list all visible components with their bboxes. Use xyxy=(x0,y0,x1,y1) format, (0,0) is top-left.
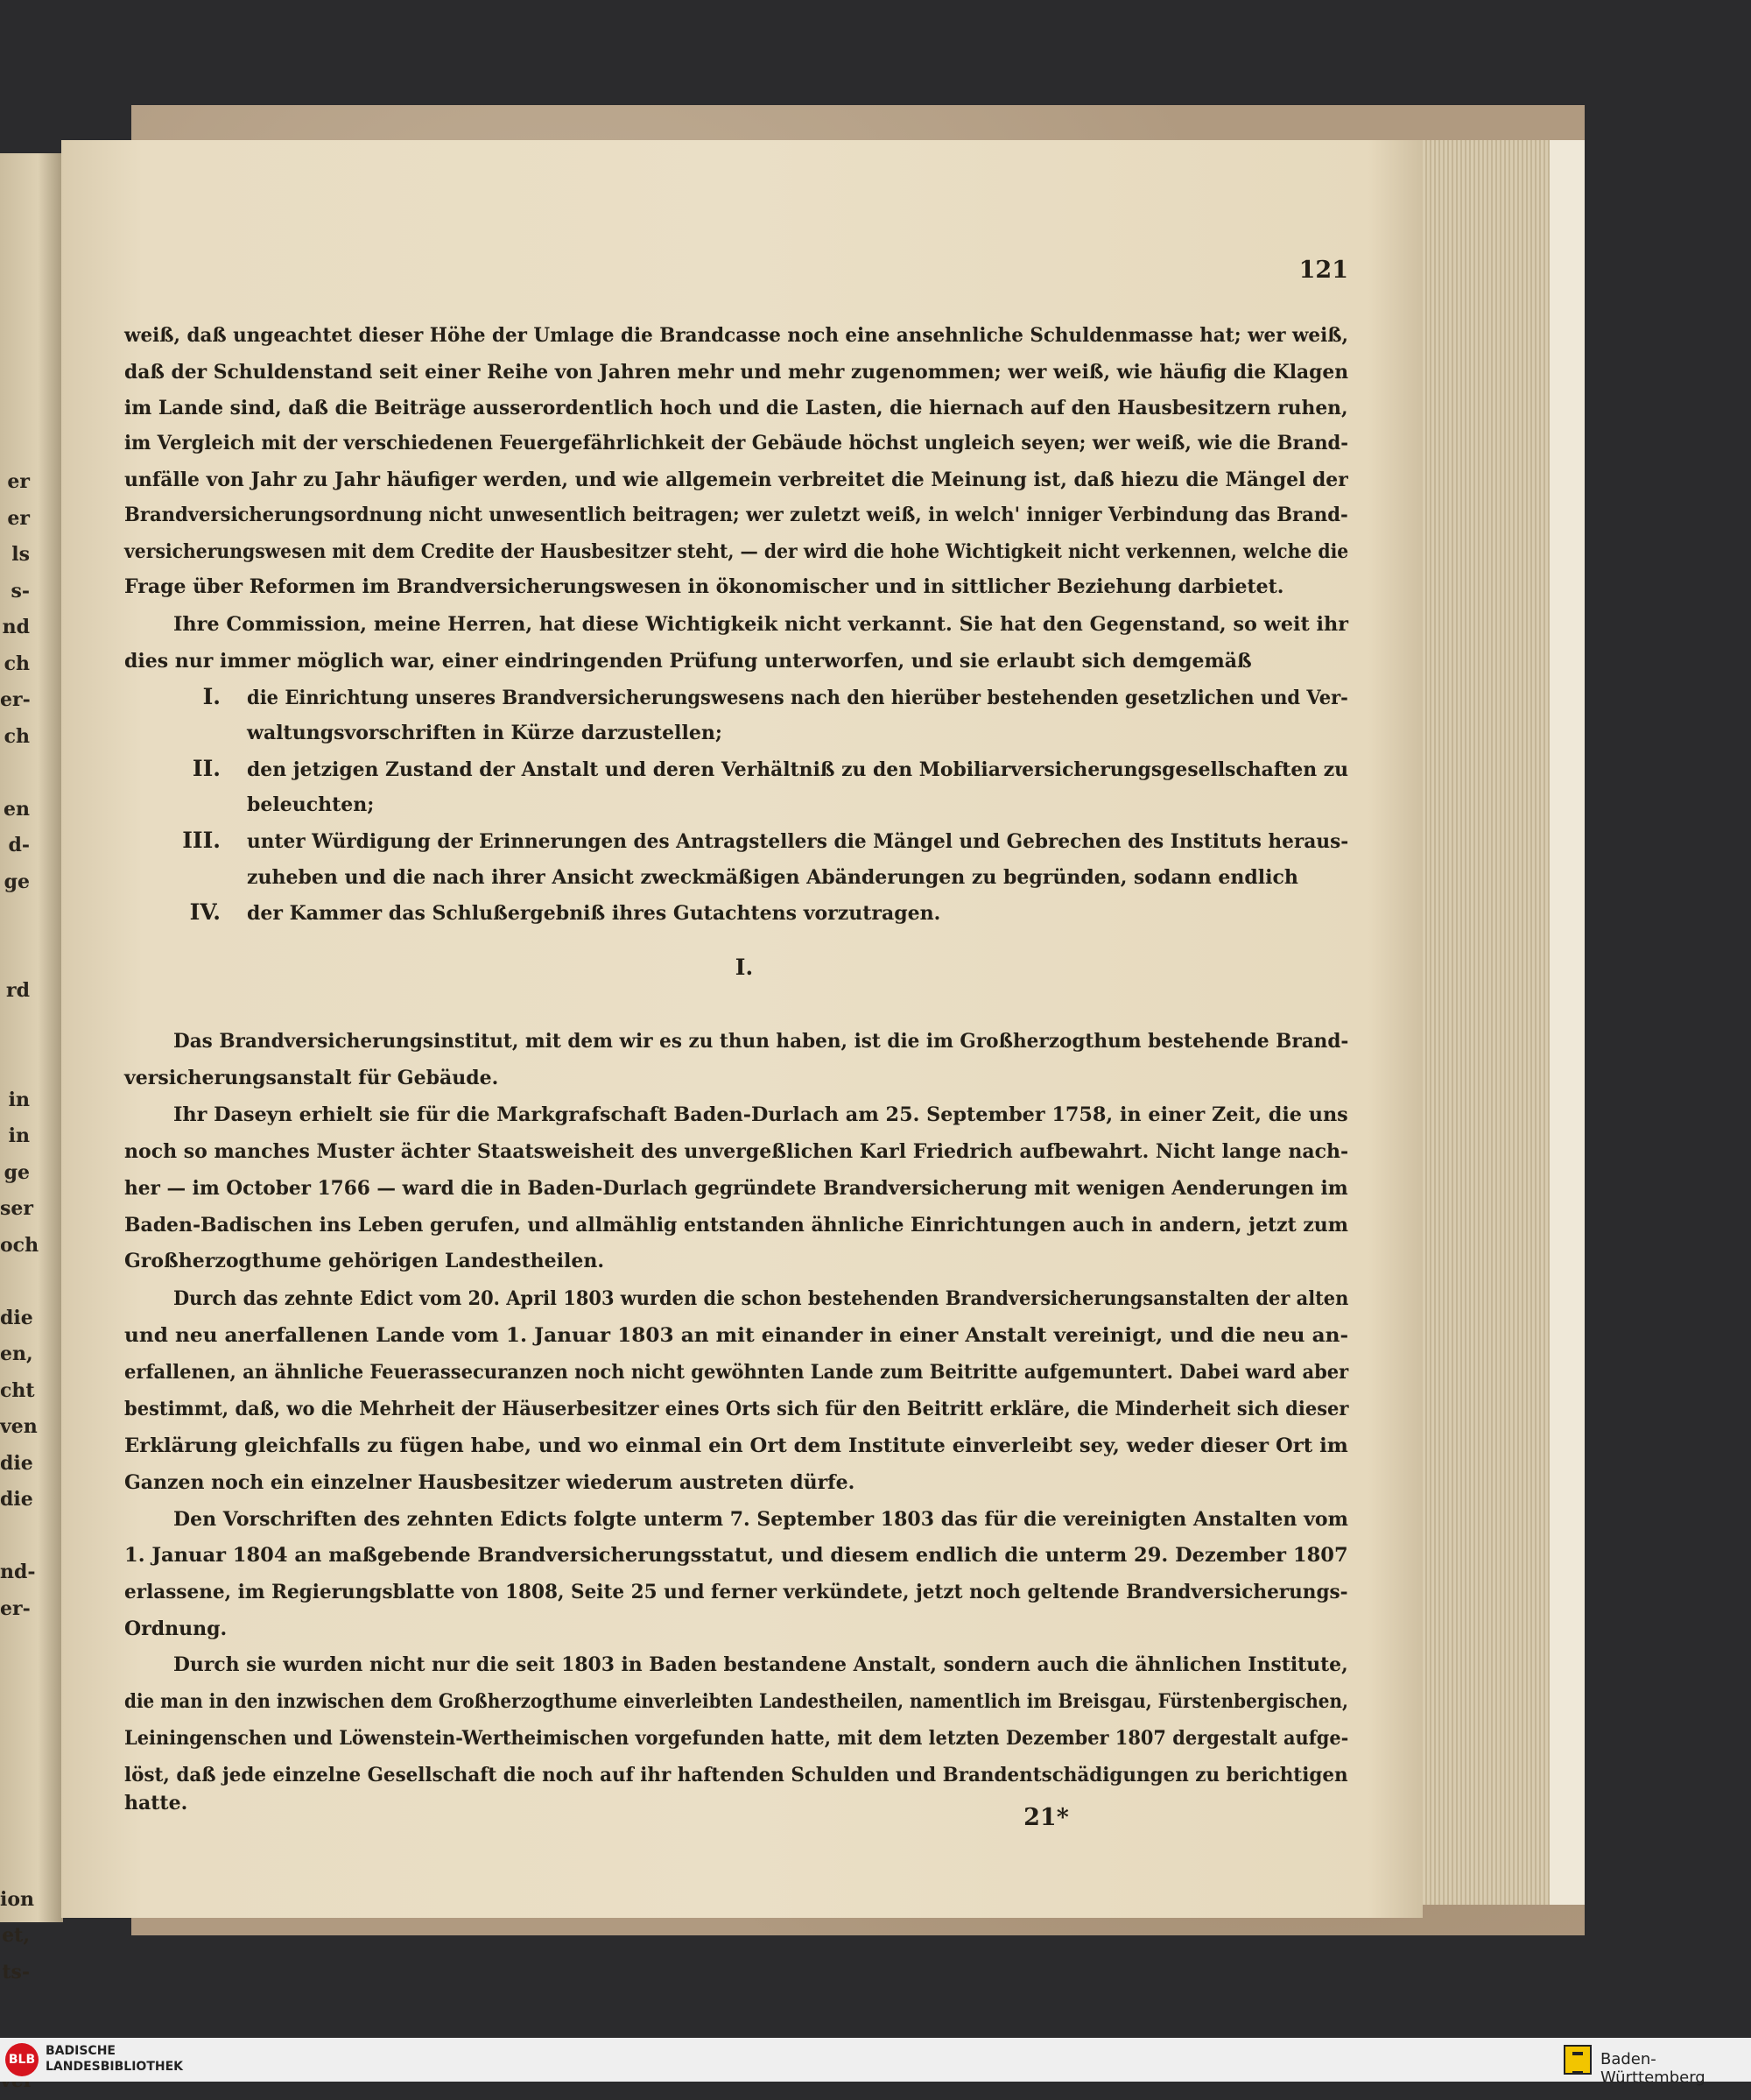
left-margin-fragment xyxy=(0,1845,30,1882)
left-margin-fragment: nd xyxy=(2,616,30,638)
left-margin-fragment: er xyxy=(7,506,30,530)
left-margin-fragment: s- xyxy=(11,579,30,603)
left-margin-fragment: die xyxy=(0,1488,33,1511)
text-line: Ihr Daseyn erhielt sie für die Markgrafschaft Baden-Durlach am 25. September 1758, in einer Zeit, die uns xyxy=(173,1103,1348,1126)
text-line: 1. Januar 1804 an maßgebende Brandversicherungsstatut, und diesem endlich die unterm 29. Dezember 1807 xyxy=(124,1544,1348,1567)
text-line: Durch sie wurden nicht nur die seit 1803 in Baden bestandene Anstalt, sondern auch die ähnlichen Institute, xyxy=(173,1653,1348,1676)
left-margin-fragment: er xyxy=(7,470,30,493)
text-line: den jetzigen Zustand der Anstalt und deren Verhältniß zu den Mobiliarversicherungsgesellschaften zu xyxy=(247,758,1349,781)
left-margin-fragment: en xyxy=(4,797,30,821)
list-number: II. xyxy=(192,756,221,781)
left-margin-fragment: ser xyxy=(0,1197,33,1220)
left-margin-fragment xyxy=(0,1519,30,1555)
left-margin-fragment: rd xyxy=(6,979,30,1002)
left-margin-fragment: ven xyxy=(0,1415,38,1438)
left-margin-fragment: er- xyxy=(0,688,31,711)
left-margin-fragment xyxy=(0,937,30,974)
right-page xyxy=(61,140,1423,1918)
page-edges xyxy=(1418,140,1550,1905)
text-line: noch so manches Muster ächter Staatsweisheit des unvergeßlichen Karl Friedrich aufbewahrt. Nicht lange nach- xyxy=(124,1140,1349,1163)
left-margin-fragment: ion xyxy=(0,1887,35,1911)
left-margin-fragment: ch xyxy=(4,652,30,675)
text-line: unfälle von Jahr zu Jahr häufiger werden, und wie allgemein verbreitet die Meinung ist, daß hiezu die Mängel der xyxy=(124,469,1348,491)
text-line: beleuchten; xyxy=(247,793,375,816)
text-line: hatte. xyxy=(124,1792,188,1815)
library-name-line2: LANDESBIBLIOTHEK xyxy=(46,2060,184,2074)
left-margin-fragment xyxy=(0,1010,30,1046)
text-line: und neu anerfallenen Lande vom 1. Januar 1803 an mit einander in einer Anstalt vereinigt, und die neu an- xyxy=(124,1324,1349,1347)
left-margin-fragment: cht xyxy=(0,1378,35,1402)
inner-board-edge xyxy=(1550,140,1585,1905)
left-margin-fragment: in xyxy=(8,1088,30,1111)
left-margin-fragment xyxy=(0,1809,30,1846)
left-margin-fragment: d- xyxy=(8,834,30,856)
text-line: Erklärung gleichfalls zu fügen habe, und wo einmal ein Ort dem Institute einverleibt sey, weder dieser Ort im xyxy=(124,1434,1348,1457)
text-line: Den Vorschriften des zehnten Edicts folgte unterm 7. September 1803 das für die vereinigten Anstalten vom xyxy=(173,1508,1348,1531)
text-line: erlassene, im Regierungsblatte von 1808, Seite 25 und ferner verkündete, jetzt noch geltende Brandversicherungs- xyxy=(124,1581,1348,1603)
left-margin-fragment xyxy=(0,1046,30,1082)
library-name-line1: BADISCHE xyxy=(46,2044,116,2058)
text-line: im Lande sind, daß die Beiträge ausserordentlich hoch und die Lasten, die hiernach auf den Hausbesitzern ruhen, xyxy=(124,397,1348,419)
left-margin-fragment: ch xyxy=(4,724,30,748)
text-line: Ganzen noch ein einzelner Hausbesitzer wiederum austreten dürfe. xyxy=(124,1471,855,1494)
text-line: unter Würdigung der Erinnerungen des Antragstellers die Mängel und Gebrechen des Instituts heraus- xyxy=(247,830,1349,853)
text-line: Großherzogthume gehörigen Landestheilen. xyxy=(124,1250,605,1272)
text-line: der Kammer das Schlußergebniß ihres Gutachtens vorzutragen. xyxy=(247,902,941,925)
left-margin-fragment xyxy=(0,1737,30,1773)
left-margin-fragment xyxy=(0,1627,30,1664)
left-margin-fragment: och xyxy=(0,1233,39,1257)
left-margin-fragment: er- xyxy=(0,1596,31,1620)
bw-crest-icon xyxy=(1564,2045,1592,2075)
left-page-edge xyxy=(0,153,63,1984)
state-name: Baden-Württemberg xyxy=(1600,2050,1705,2087)
section-heading: I. xyxy=(735,955,754,980)
left-margin-fragment xyxy=(0,1664,30,1701)
text-line: im Vergleich mit der verschiedenen Feuergefährlichkeit der Gebäude höchst ungleich seyen; wer weiß, wie die Brand- xyxy=(124,432,1349,455)
text-line: versicherungsanstalt für Gebäude. xyxy=(124,1067,499,1089)
text-line: Ihre Commission, meine Herren, hat diese Wichtigkeik nicht verkannt. Sie hat den Gegenstand, so weit ihr xyxy=(173,613,1348,636)
left-margin-fragment: ts- xyxy=(2,1960,30,1984)
left-margin-fragment xyxy=(0,1700,30,1737)
text-line: Durch das zehnte Edict vom 20. April 1803 wurden die schon bestehenden Brandversicherungsanstalten der alten xyxy=(173,1287,1349,1310)
left-margin-fragment: in xyxy=(8,1124,30,1147)
text-line: erfallenen, an ähnliche Feuerassecuranzen noch nicht gewöhnten Lande zum Beitritte aufgemuntert. Dabei ward aber xyxy=(124,1361,1349,1384)
text-line: daß der Schuldenstand seit einer Reihe von Jahren mehr und mehr zugenommen; wer weiß, wie häufig die Klagen xyxy=(124,361,1349,384)
left-margin-fragment: ls xyxy=(11,543,30,566)
text-line: die Einrichtung unseres Brandversicherungswesens nach den hierüber bestehenden gesetzlichen und Ver- xyxy=(247,687,1348,709)
left-margin-fragment: ge xyxy=(4,870,30,893)
left-margin-fragment: nd- xyxy=(0,1561,36,1583)
text-line: Brandversicherungsordnung nicht unwesentlich beitragen; wer zuletzt weiß, in welch' inniger Verbindung das Brand- xyxy=(124,504,1348,526)
left-page-margin-text xyxy=(0,464,39,2100)
viewer-footer xyxy=(0,2038,1751,2087)
text-line: weiß, daß ungeachtet dieser Höhe der Umlage die Brandcasse noch eine ansehnliche Schuldenmasse hat; wer weiß, xyxy=(124,324,1348,347)
text-line: Baden-Badischen ins Leben gerufen, und allmählig entstanden ähnliche Einrichtungen auch in andern, jetzt zum xyxy=(124,1214,1348,1237)
list-number: III. xyxy=(182,828,221,853)
text-line: zuheben und die nach ihrer Ansicht zweckmäßigen Abänderungen zu begründen, sodann endlich xyxy=(247,866,1298,889)
text-line: die man in den inzwischen dem Großherzogthume einverleibten Landestheilen, namentlich im Breisgau, Fürstenbergischen, xyxy=(124,1690,1348,1713)
left-margin-fragment xyxy=(0,755,30,792)
text-line: Frage über Reformen im Brandversicherungswesen in ökonomischer und in sittlicher Beziehung darbietet. xyxy=(124,575,1284,598)
left-margin-fragment xyxy=(0,1264,30,1300)
text-line: dies nur immer möglich war, einer eindringenden Prüfung unterworfen, und sie erlaubt sich demgemäß xyxy=(124,650,1252,673)
text-line: Ordnung. xyxy=(124,1617,228,1640)
left-margin-fragment: en, xyxy=(0,1342,33,1365)
text-line: waltungsvorschriften in Kürze darzustellen; xyxy=(247,722,722,744)
library-name xyxy=(46,2043,183,2075)
text-line: versicherungswesen mit dem Credite der Hausbesitzer steht, — der wird die hohe Wichtigkeit nicht verkennen, welche die xyxy=(124,540,1349,563)
left-margin-fragment: die xyxy=(0,1306,33,1329)
text-line: löst, daß jede einzelne Gesellschaft die noch auf ihr haftenden Schulden und Brandentschädigungen zu berichtigen xyxy=(124,1764,1348,1786)
text-line: bestimmt, daß, wo die Mehrheit der Häuserbesitzer eines Orts sich für den Beitritt erkläre, die Minderheit sich dieser xyxy=(124,1398,1349,1420)
list-number: I. xyxy=(202,684,221,709)
left-margin-fragment xyxy=(0,1772,30,1809)
page-number: 121 xyxy=(1298,257,1348,284)
left-margin-fragment: ge xyxy=(4,1160,30,1184)
text-line: her — im October 1766 — ward die in Baden-Durlach gegründete Brandversicherung mit wenigen Aenderungen im xyxy=(124,1177,1348,1200)
page-signature: 21* xyxy=(1023,1804,1069,1831)
left-margin-fragment: die xyxy=(0,1451,33,1475)
blb-logo: BLB xyxy=(5,2043,39,2076)
text-line: Das Brandversicherungsinstitut, mit dem wir es zu thun haben, ist die im Großherzogthum bestehende Brand- xyxy=(173,1030,1349,1053)
list-number: IV. xyxy=(189,899,221,925)
left-margin-fragment xyxy=(0,900,30,937)
left-margin-fragment: et, xyxy=(2,1924,30,1947)
left-margin-fragment xyxy=(0,1991,30,2027)
text-line: Leiningenschen und Löwenstein-Wertheimischen vorgefunden hatte, mit dem letzten Dezember 1807 dergestalt aufge- xyxy=(124,1727,1349,1750)
